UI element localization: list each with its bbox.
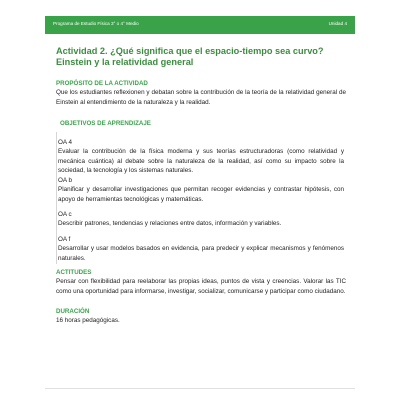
purpose-text: Que los estudiantes reflexionen y debatan sobre la contribución de la teoría de la relatividad general de Einstein al entendimiento de la naturaleza y la realidad. [56,89,346,106]
objective-description: Planificar y desarrollar investigaciones que permitan recoger evidencias y contrastar hipótesis, con apoyo de herramientas tecnológicas y matemáticas. [58,186,344,203]
duration-text: 16 horas pedagógicas. [56,317,120,324]
duration-heading: DURACIÓN [56,308,90,315]
unit-label: Unidad 4 [328,21,347,26]
purpose-heading: PROPÓSITO DE LA ACTIVIDAD [56,80,148,87]
objective-description: Desarrollar y usar modelos basados en evidencia, para predecir y explicar mecanismos y fenómenos naturales. [58,245,344,262]
objective-code: OA c [58,211,72,218]
objective-description: Describir patrones, tendencias y relaciones entre datos, información y variables. [58,220,282,227]
objectives-heading: OBJETIVOS DE APRENDIZAJE [60,120,151,127]
objective-code: OA b [58,177,73,184]
attitudes-text: Pensar con flexibilidad para reelaborar las propias ideas, puntos de vista y creencias. Valorar las TIC como una oportunidad para informarse, investigar, socializar, comunicarse y participar como ciudadano. [56,278,346,295]
footer-divider [45,388,355,389]
activity-title: Actividad 2. ¿Qué significa que el espacio-tiempo sea curvo? Einstein y la relatividad general [56,46,324,67]
attitudes-heading: ACTITUDES [56,269,92,276]
document-header-bar [45,16,355,34]
objective-code: OA 4 [58,139,73,146]
program-title: Programa de Estudio Física 3° o 4° Medio [53,21,139,26]
objective-description: Evaluar la contribución de la física moderna y sus teorías estructuradoras (como relatividad y mecánica cuántica) al debate sobre la naturaleza de la realidad, así como su impacto sobre la sociedad, la tecnología y los sistemas naturales. [58,148,344,175]
objective-code: OA f [58,236,71,243]
